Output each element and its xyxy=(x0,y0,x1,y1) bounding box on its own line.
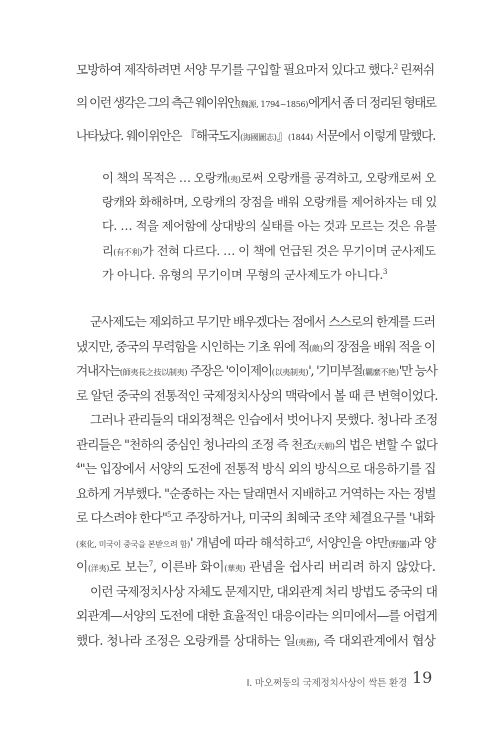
text-span: 관리들은 "천하의 중심인 청나라의 조정 즉 천조 xyxy=(76,437,314,452)
quote-line: 리(有不利)가 전혀 다르다. … 이 책에 언급된 것은 무기이며 군사제도 xyxy=(102,244,436,258)
text-span: 모방하여 제작하려면 서양 무기를 구입할 필요마저 있다고 했다. xyxy=(76,62,394,77)
text-span: 리 xyxy=(102,244,114,258)
text-span: "는 입장에서 서양의 도전에 전통적 방식 외의 방식으로 대응하기를 집 xyxy=(79,461,436,476)
text-span: 이 xyxy=(76,559,88,574)
hanja-annotation: 海國圖志 xyxy=(242,133,274,142)
text-span: 가 전혀 다르다. … 이 책에 언급된 것은 무기이며 군사제도 xyxy=(142,244,436,258)
text-span: 외관계—서양의 도전에 대한 효율적인 대응이라는 의미에서—를 어렵게 xyxy=(76,608,438,623)
quote-line xyxy=(102,195,437,209)
text-line: 했다. 청나라 조정은 오랑캐를 상대하는 일(夷務), 즉 대외관계에서 협상 xyxy=(76,633,436,648)
page-number: 19 xyxy=(412,668,433,687)
quote-line xyxy=(102,268,387,282)
text-span: 』 xyxy=(276,128,289,143)
text-span: 했다. 청나라 조정은 오랑캐를 상대하는 일 xyxy=(76,633,296,648)
text-line xyxy=(76,462,436,476)
text-span: '만 능사 xyxy=(398,363,437,378)
quote-line xyxy=(102,219,436,233)
hanja-annotation: 天朝 xyxy=(316,442,332,451)
text-span: 그러나 관리들의 대외정책은 인습에서 벗어나지 못했다. 청나라 조정 xyxy=(90,412,438,427)
text-span: 의 법은 변할 수 없다 xyxy=(334,437,438,452)
text-span: 이 책의 목적은 … 오랑캐 xyxy=(102,171,228,185)
text-line: (來化, 미국이 중국을 본받으려 함)' 개념에 따라 해석하고$^6$, 서양인을 야만(野蠻)과 양 xyxy=(76,535,436,550)
text-span: 요하게 거부했다. "순종하는 자는 달래면서 지배하고 거역하는 자는 정벌 xyxy=(76,486,436,501)
text-line xyxy=(76,511,434,525)
hanja-annotation: 魏源, 1794~1856 xyxy=(240,100,306,109)
text-span: , 이른바 화이 xyxy=(153,559,225,574)
hanja-annotation: 羈縻不絶 xyxy=(365,368,396,377)
text-line xyxy=(76,609,437,623)
text-line xyxy=(90,413,437,427)
text-span: 린쩌쉬 xyxy=(397,62,435,77)
text-line: 겨내자는(師夷長之技以制夷) 주장은 '이이제이(以夷制夷)', '기미부절(羈縻不絶)'만 능사 xyxy=(76,363,437,378)
text-span: 겨내자는 xyxy=(76,363,120,378)
text-span: 서문에서 이렇게 말했다. xyxy=(312,128,436,143)
hanja-annotation: 夷 xyxy=(230,175,238,184)
text-span: 로 보는 xyxy=(109,559,149,574)
footnote-ref: 5 xyxy=(166,510,171,519)
hanja-annotation: 夷務 xyxy=(298,638,314,647)
text-span: 이런 국제정치사상 자체도 문제지만, 대외관계 처리 방법도 중국의 대 xyxy=(90,584,438,599)
text-line: 의 이런 생각은 그의 측근 웨이위안(魏源, 1794~1856)에게서 좀 더 정리된 형태로 xyxy=(76,95,436,110)
text-line xyxy=(90,585,437,599)
text-line: 관리들은 "천하의 중심인 청나라의 조정 즉 천조(天朝)의 법은 변할 수 없다 xyxy=(76,437,438,452)
hanja-annotation: 野蠻 xyxy=(391,540,407,549)
quote-line: 이 책의 목적은 … 오랑캐(夷)로써 오랑캐를 공격하고, 오랑캐로써 오 xyxy=(102,171,436,185)
text-line: 냈지만, 중국의 무력함을 시인하는 기초 위에 적(敵)의 장점을 배워 적을 이 xyxy=(76,339,436,354)
text-span: 다. … 적을 제어함에 상대방의 실태를 아는 것과 모르는 것은 유불 xyxy=(102,219,437,233)
text-line xyxy=(76,63,434,77)
hanja-annotation: 來化, 미국이 중국을 본받으려 함 xyxy=(78,540,188,549)
text-span: 냈지만, 중국의 무력함을 시인하는 기초 위에 적 xyxy=(76,339,310,354)
text-span: ' 개념에 따라 해석하고 xyxy=(189,535,306,550)
text-span: 주장은 '이이제이 xyxy=(187,363,272,378)
text-span: 로써 오랑캐를 공격하고, 오랑캐로써 오 xyxy=(240,171,436,185)
text-span: , 서양인을 야만 xyxy=(309,535,389,550)
text-span: 로 알던 중국의 전통적인 국제정치사상의 맥락에서 볼 때 큰 변혁이었다. xyxy=(76,388,438,403)
text-span: 의 장점을 배워 적을 이 xyxy=(322,339,436,354)
text-span: 고 주장하거나, 미국의 최혜국 조약 체결요구를 '내화 xyxy=(170,510,435,525)
text-span: 관념을 쉽사리 버리려 하지 않았다. xyxy=(245,559,436,574)
text-span: ', '기미부절 xyxy=(308,363,363,378)
text-span: 랑캐와 화해하며, 오랑캐의 장점을 배워 오랑캐를 제어하자는 데 있 xyxy=(102,195,437,209)
year-annotation: 1844 xyxy=(290,133,311,142)
text-span: , 즉 대외관계에서 협상 xyxy=(316,633,436,648)
text-span: 군사제도는 제외하고 무기만 배우겠다는 점에서 스스로의 한계를 드러 xyxy=(90,314,435,329)
text-span: 가 아니다. 유형의 무기이며 무형의 군사제도가 아니다. xyxy=(102,268,384,282)
hanja-annotation: 洋夷 xyxy=(90,564,107,573)
hanja-annotation: 師夷長之技以制夷 xyxy=(122,368,185,377)
text-line xyxy=(76,487,436,501)
text-span: 과 양 xyxy=(409,535,436,550)
footnote-ref: 4 xyxy=(76,461,80,470)
footnote-ref: 3 xyxy=(383,267,388,276)
text-span: 로 다스려야 한다" xyxy=(76,510,167,525)
text-span: 의 이런 생각은 그의 측근 웨이위안 xyxy=(76,95,238,110)
hanja-annotation: 敵 xyxy=(312,344,320,353)
text-span: 에게서 좀 더 정리된 형태로 xyxy=(308,95,436,110)
footnote-ref: 6 xyxy=(305,535,310,544)
text-span: 나타났다. 웨이위안은 『해국도지 xyxy=(76,128,241,143)
text-line xyxy=(90,315,435,329)
hanja-annotation: 有不利 xyxy=(116,248,140,257)
running-head: I. 마오쩌둥의 국제정치사상이 싹튼 환경 xyxy=(246,678,407,689)
text-line xyxy=(76,389,438,403)
footnote-ref: 7 xyxy=(148,559,153,568)
text-line: 나타났다. 웨이위안은 『해국도지(海國圖志)』(1844) 서문에서 이렇게 말했다. xyxy=(76,128,436,143)
hanja-annotation: 以夷制夷 xyxy=(274,368,306,377)
footnote-ref: 2 xyxy=(393,62,398,71)
hanja-annotation: 華夷 xyxy=(227,564,243,573)
text-line: 이(洋夷)로 보는$^7$, 이른바 화이(華夷) 관념을 쉽사리 버리려 하지 않았다. xyxy=(76,559,436,574)
